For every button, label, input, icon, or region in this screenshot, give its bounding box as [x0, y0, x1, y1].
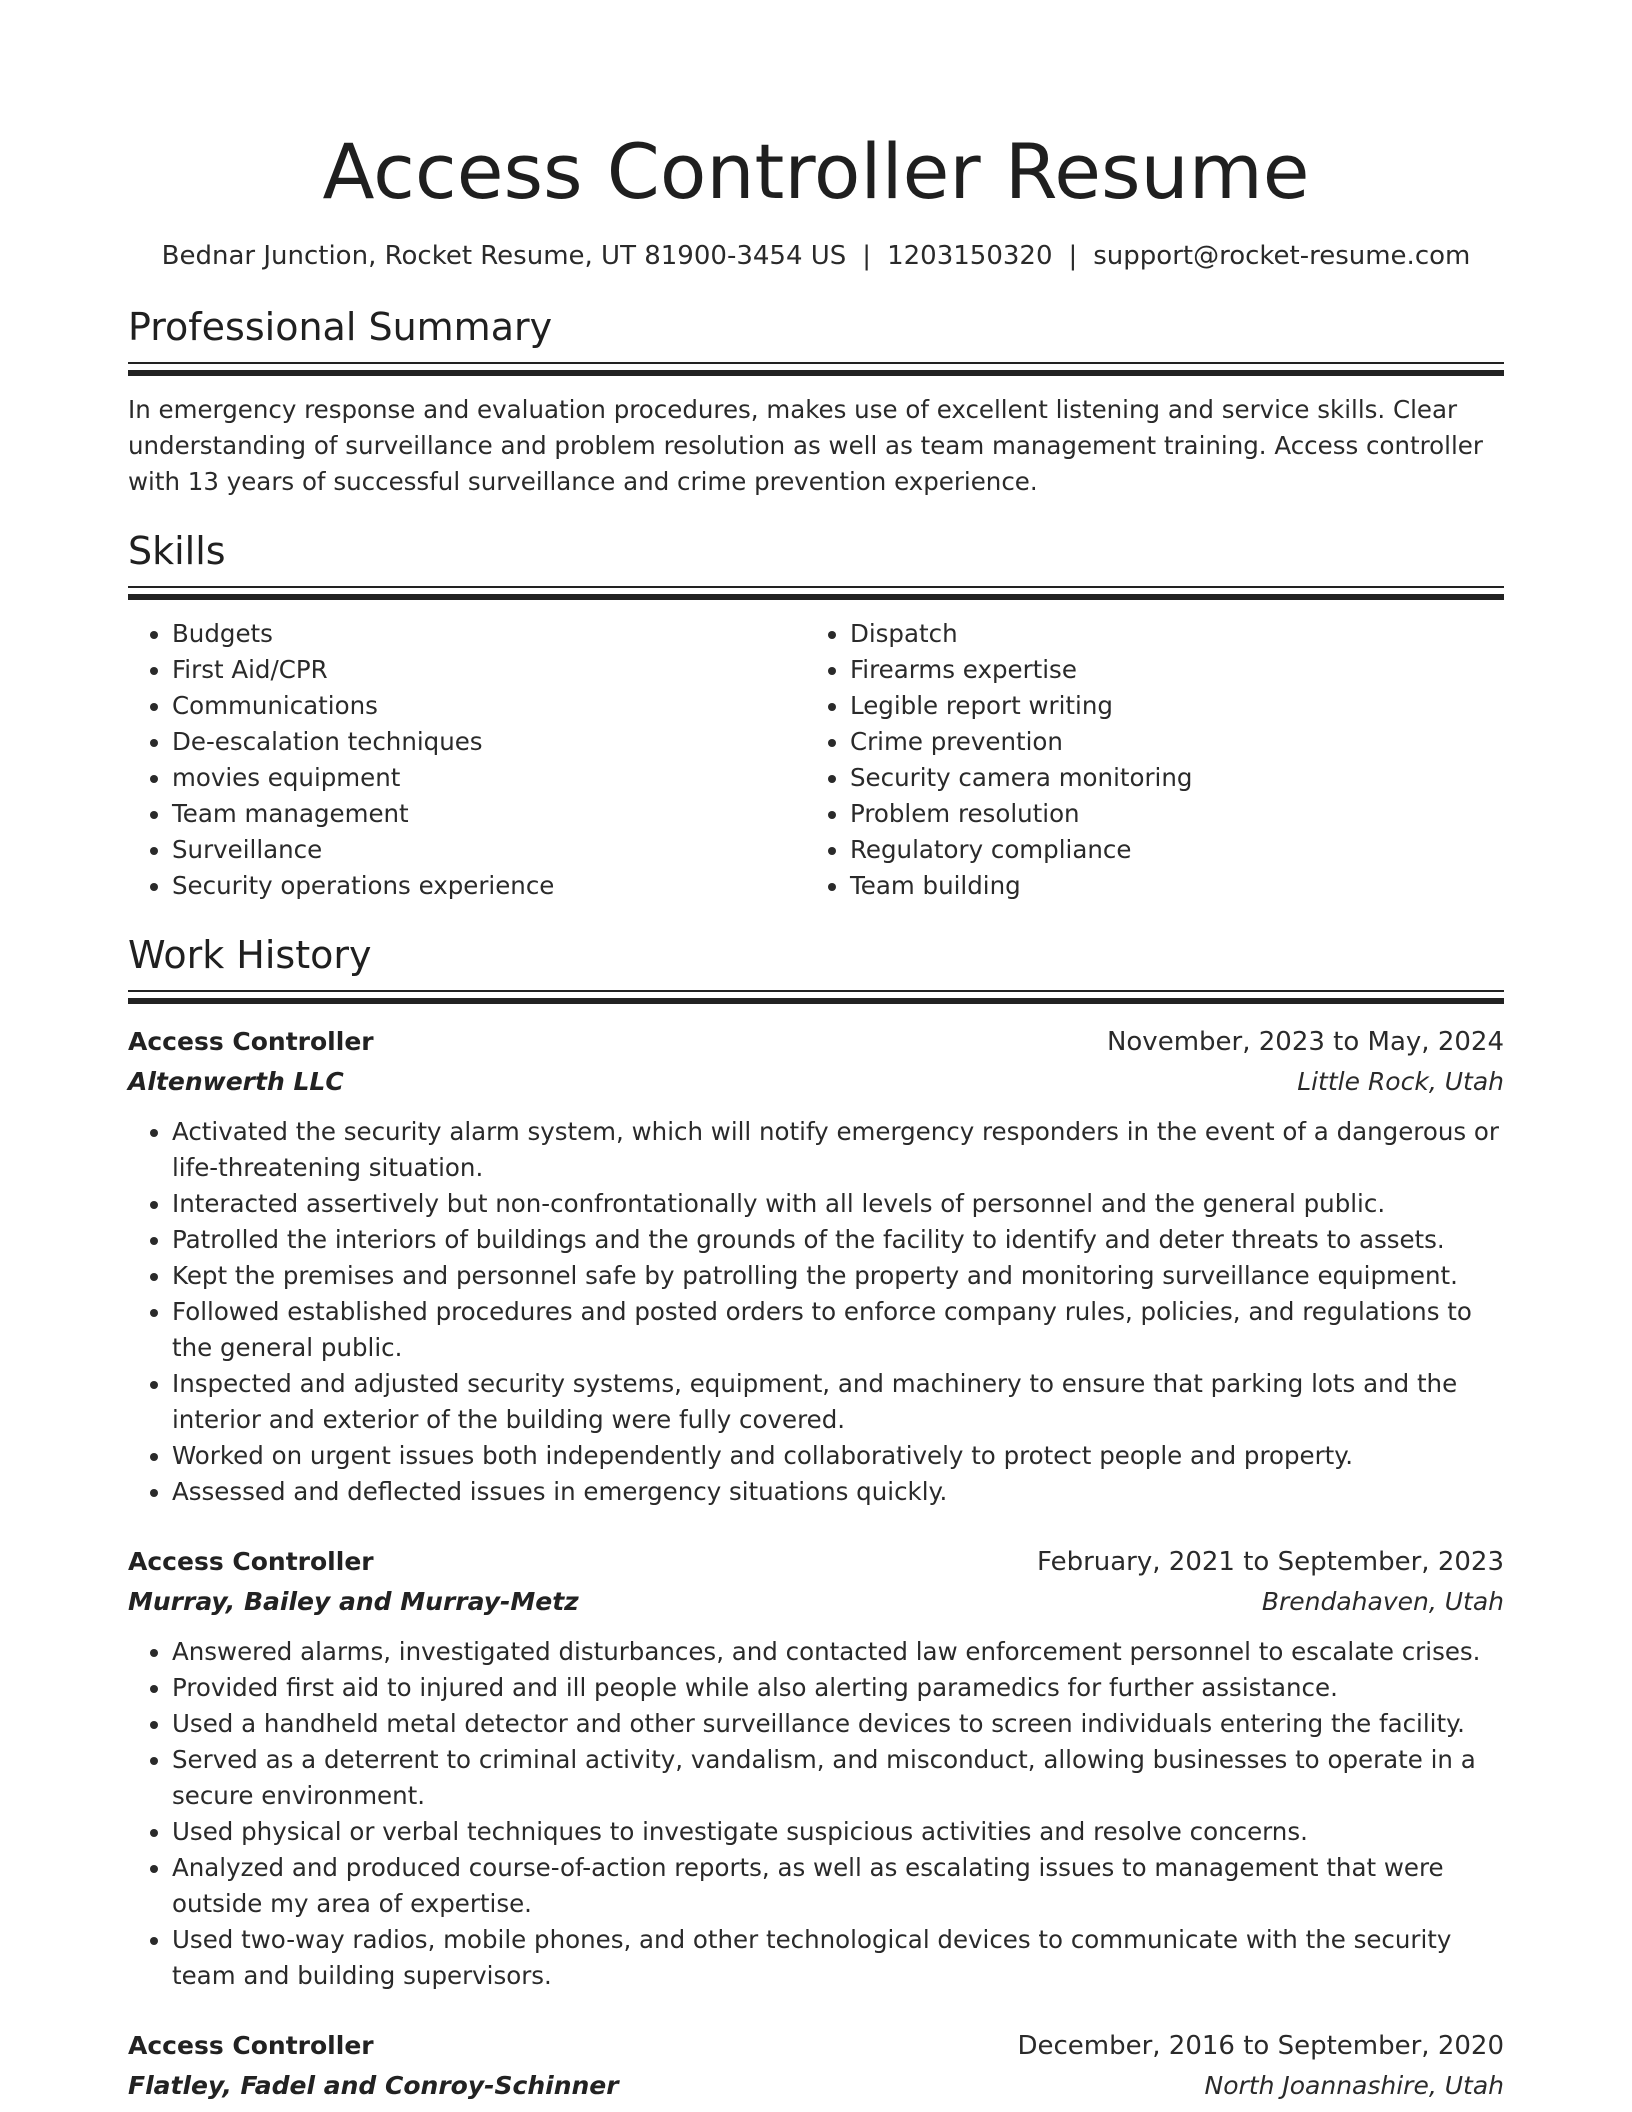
contact-line: [128, 238, 1504, 274]
job-entry: [128, 1542, 1504, 1994]
job-entry: [128, 2026, 1504, 2106]
job-bullet: • Used a handheld metal detector and other surveillance devices to screen individuals entering the facility.: [172, 1706, 1504, 1742]
skill-item: • Surveillance: [172, 832, 806, 868]
skill-item: • Security operations experience: [172, 868, 806, 904]
section-divider: [128, 362, 1504, 364]
section-divider-thick: [128, 370, 1504, 376]
job-bullet: • Interacted assertively but non-confrontationally with all levels of personnel and the general public.: [172, 1186, 1504, 1222]
job-header: [128, 1542, 1504, 1582]
job-bullet: • Answered alarms, investigated disturbances, and contacted law enforcement personnel to escalate crises.: [172, 1634, 1504, 1670]
skill-item: • Firearms expertise: [850, 652, 1484, 688]
job-location: Little Rock, Utah: [1297, 1067, 1504, 1096]
job-company: Altenwerth LLC: [128, 1067, 344, 1096]
job-bullet: • Activated the security alarm system, which will notify emergency responders in the event of a dangerous or life-threatening situation.: [172, 1114, 1504, 1186]
section-divider: [128, 586, 1504, 588]
job-company: Murray, Bailey and Murray-Metz: [128, 1587, 579, 1616]
job-dates: December, 2016 to September, 2020: [1017, 2031, 1504, 2061]
job-bullet: • Served as a deterrent to criminal activity, vandalism, and misconduct, allowing businesses to operate in a secure environment.: [172, 1742, 1504, 1814]
summary-text: In emergency response and evaluation procedures, makes use of excellent listening and service skills. Clear understanding of surveillance and problem resolution as well as team management training. Access controller with 13 years of successful surveillance and crime prevention experience.: [128, 395, 1483, 496]
job-bullet: • Used physical or verbal techniques to investigate suspicious activities and resolve concerns.: [172, 1814, 1504, 1850]
skills-section: [128, 526, 1504, 904]
skills-heading: Skills: [128, 529, 226, 573]
section-divider-thick: [128, 594, 1504, 600]
skill-item: • Legible report writing: [850, 688, 1484, 724]
job-subheader: [128, 1062, 1504, 1102]
section-divider-thick: [128, 998, 1504, 1004]
contact-separator: |: [1068, 241, 1078, 271]
job-bullet: • Followed established procedures and posted orders to enforce company rules, policies, and regulations to the general public.: [172, 1294, 1504, 1366]
skills-list-left: [128, 616, 806, 904]
skill-item: • Regulatory compliance: [850, 832, 1484, 868]
job-title: Access Controller: [128, 1547, 374, 1576]
job-header: [128, 2026, 1504, 2066]
skill-item: • Dispatch: [850, 616, 1484, 652]
job-subheader: [128, 1582, 1504, 1622]
skill-item: • Crime prevention: [850, 724, 1484, 760]
job-bullet: • Provided first aid to injured and ill people while also alerting paramedics for further assistance.: [172, 1670, 1504, 1706]
contact-email[interactable]: support@rocket-resume.com: [1093, 241, 1471, 271]
job-bullet: • Worked on urgent issues both independently and collaboratively to protect people and property.: [172, 1438, 1504, 1474]
job-dates: November, 2023 to May, 2024: [1106, 1027, 1504, 1057]
skill-item: • Security camera monitoring: [850, 760, 1484, 796]
skill-item: • Problem resolution: [850, 796, 1484, 832]
skill-item: • Team management: [172, 796, 806, 832]
job-entry: [128, 1022, 1504, 1510]
skill-item: • Communications: [172, 688, 806, 724]
work-history-heading: Work History: [128, 933, 372, 977]
summary-heading: Professional Summary: [128, 305, 553, 349]
page-title: Access Controller Resume: [322, 127, 1310, 216]
job-location: North Joannashire, Utah: [1204, 2071, 1504, 2100]
skills-list-right: [806, 616, 1484, 904]
job-header: [128, 1022, 1504, 1062]
job-bullet: • Assessed and deflected issues in emergency situations quickly.: [172, 1474, 1504, 1510]
skill-item: • De-escalation techniques: [172, 724, 806, 760]
job-bullet: • Analyzed and produced course-of-action reports, as well as escalating issues to management that were outside my area of expertise.: [172, 1850, 1504, 1922]
job-location: Brendahaven, Utah: [1261, 1587, 1504, 1616]
contact-phone: 1203150320: [887, 241, 1053, 271]
job-company: Flatley, Fadel and Conroy-Schinner: [128, 2071, 619, 2100]
work-history-section: [128, 930, 1504, 2106]
job-dates: February, 2021 to September, 2023: [1037, 1547, 1504, 1577]
job-title: Access Controller: [128, 2031, 374, 2060]
job-bullets: [128, 1634, 1504, 1994]
contact-address: Bednar Junction, Rocket Resume, UT 81900-3454 US: [161, 241, 847, 271]
skill-item: • movies equipment: [172, 760, 806, 796]
skills-columns: [128, 616, 1504, 904]
job-title: Access Controller: [128, 1027, 374, 1056]
summary-section: [128, 302, 1504, 500]
job-bullet: • Patrolled the interiors of buildings and the grounds of the facility to identify and deter threats to assets.: [172, 1222, 1504, 1258]
job-bullets: [128, 1114, 1504, 1510]
job-bullet: • Kept the premises and personnel safe by patrolling the property and monitoring surveillance equipment.: [172, 1258, 1504, 1294]
skill-item: • Team building: [850, 868, 1484, 904]
job-subheader: [128, 2066, 1504, 2106]
job-bullet: • Used two-way radios, mobile phones, and other technological devices to communicate with the security team and building supervisors.: [172, 1922, 1504, 1994]
skill-item: • Budgets: [172, 616, 806, 652]
section-divider: [128, 990, 1504, 992]
skill-item: • First Aid/CPR: [172, 652, 806, 688]
resume-content: [128, 0, 1504, 2106]
job-bullet: • Inspected and adjusted security systems, equipment, and machinery to ensure that parking lots and the interior and exterior of the building were fully covered.: [172, 1366, 1504, 1438]
contact-separator: |: [862, 241, 872, 271]
